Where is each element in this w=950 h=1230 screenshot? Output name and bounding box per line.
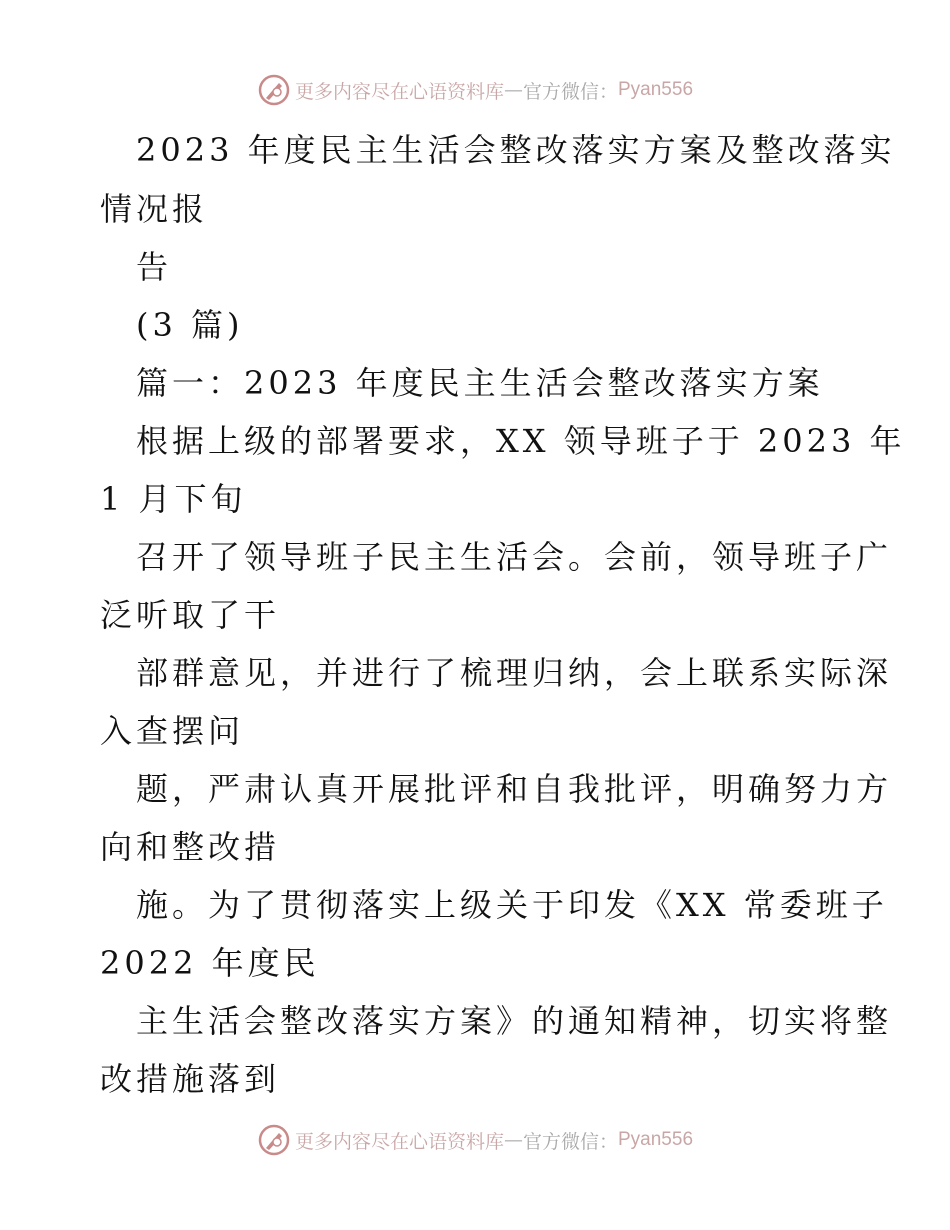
paragraph-line: 1 月下旬 [100,480,247,518]
title-count: (3 篇) [136,306,244,344]
paragraph-line: 召开了领导班子民主生活会。会前，领导班子广 [136,538,893,576]
watermark-separator: — [503,79,523,101]
pen-logo-icon [257,73,291,107]
footer-watermark [0,1120,950,1160]
paragraph-line: 主生活会整改落实方案》的通知精神，切实将整 [136,1002,893,1040]
watermark-label: 官方微信： [522,80,618,103]
paragraph-line: 泛听取了干 [100,596,281,634]
watermark-wechat-id: Pyan556 [618,79,694,100]
paragraph-line: 2022 年度民 [100,944,320,982]
title-line-3: 告 [136,248,173,286]
paragraph-line: 入查摆问 [100,712,245,750]
paragraph-line: 施。为了贯彻落实上级关于印发《XX 常委班子 [136,886,888,924]
watermark-separator: — [503,1129,523,1151]
watermark-wechat-id: Pyan556 [618,1129,694,1150]
document-body [100,120,906,1108]
paragraph-line: 向和整改措 [100,828,281,866]
watermark-site-name: 更多内容尽在心语资料库 [294,1130,504,1153]
paragraph-line: 根据上级的部署要求，XX 领导班子于 2023 年 [136,422,906,460]
paragraph-line: 题，严肃认真开展批评和自我批评，明确努力方 [136,770,893,808]
pen-logo-icon [257,1123,291,1157]
watermark-site-name: 更多内容尽在心语资料库 [294,80,504,103]
title-line-1: 2023 年度民主生活会整改落实方案及整改落实 [136,131,896,169]
section-heading: 篇一：2023 年度民主生活会整改落实方案 [136,364,824,402]
paragraph-line: 部群意见，并进行了梳理归纳，会上联系实际深 [136,654,893,692]
title-line-2: 情况报 [100,190,209,228]
watermark-label: 官方微信： [522,1130,618,1153]
header-watermark [0,70,950,110]
paragraph-line: 改措施落到 [100,1060,281,1098]
